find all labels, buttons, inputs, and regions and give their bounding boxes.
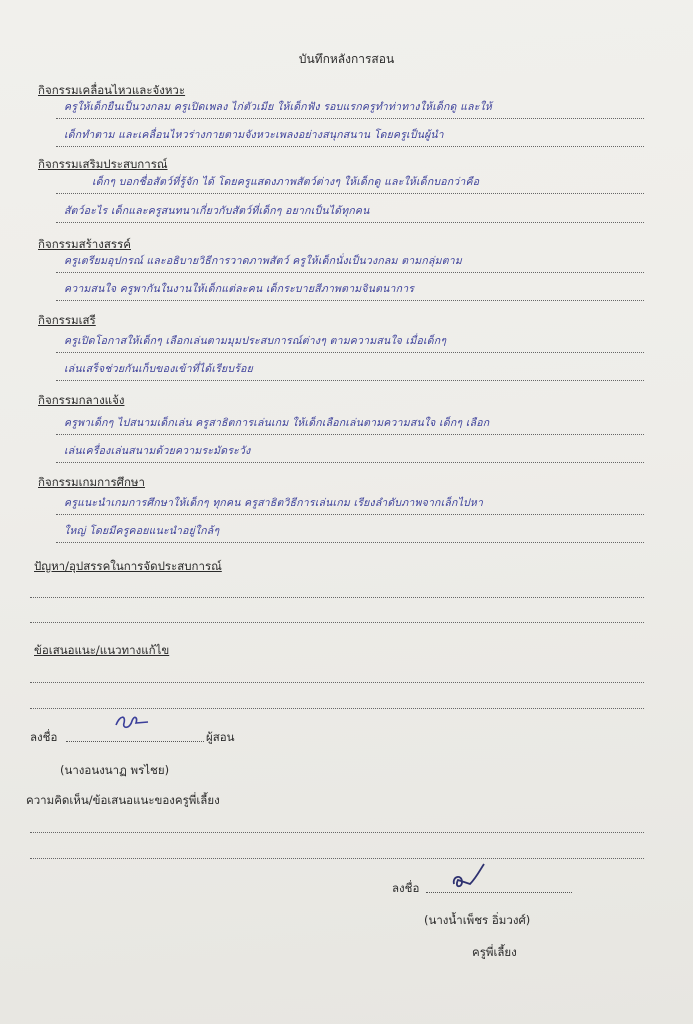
teacher-role: ผู้สอน — [206, 730, 235, 744]
page-title: บันทึกหลังการสอน — [298, 52, 395, 66]
handwritten-line: เล่นเครื่องเล่นสนามด้วยความระมัดระวัง — [64, 445, 251, 457]
section-heading-movement: กิจกรรมเคลื่อนไหวและจังหวะ — [38, 83, 186, 97]
dotted-rule — [56, 146, 644, 147]
handwritten-line: ครูแนะนำเกมการศึกษาให้เด็กๆ ทุกคน ครูสาธิตวิธีการเล่นเกม เรียงลำดับภาพจากเล็กไปหา — [64, 497, 484, 509]
problems-heading: ปัญหา/อุปสรรคในการจัดประสบการณ์ — [34, 559, 222, 573]
dotted-rule — [56, 300, 644, 301]
handwritten-line: ครูพาเด็กๆ ไปสนามเด็กเล่น ครูสาธิตการเล่นเกม ให้เด็กเลือกเล่นตามความสนใจ เด็กๆ เลือก — [64, 417, 490, 429]
handwritten-line: ใหญ่ โดยมีครูคอยแนะนำอยู่ใกล้ๆ — [64, 525, 220, 537]
dotted-rule — [30, 708, 644, 709]
dotted-rule — [56, 118, 644, 119]
handwritten-line: เด็กทำตาม และเคลื่อนไหวร่างกายตามจังหวะเพลงอย่างสนุกสนาน โดยครูเป็นผู้นำ — [64, 129, 444, 141]
dotted-rule — [56, 542, 644, 543]
dotted-rule — [30, 597, 644, 598]
section-heading-educational-games: กิจกรรมเกมการศึกษา — [38, 475, 145, 489]
sign-label: ลงชื่อ — [30, 730, 58, 744]
dotted-rule — [56, 272, 644, 273]
dotted-rule — [56, 380, 644, 381]
section-heading-experience: กิจกรรมเสริมประสบการณ์ — [38, 157, 168, 171]
suggestions-heading: ข้อเสนอแนะ/แนวทางแก้ไข — [34, 643, 170, 657]
dotted-rule — [56, 514, 644, 515]
dotted-rule — [56, 193, 644, 194]
section-heading-outdoor: กิจกรรมกลางแจ้ง — [38, 393, 125, 407]
handwritten-line: เล่นเสร็จช่วยกันเก็บของเข้าที่ได้เรียบร้อย — [64, 363, 253, 375]
dotted-rule — [30, 832, 644, 833]
handwritten-line: ความสนใจ ครูพากันในงานให้เด็กแต่ละคน เด็กระบายสีภาพตามจินตนาการ — [64, 283, 415, 295]
handwritten-line: เด็กๆ บอกชื่อสัตว์ที่รู้จัก ได้ โดยครูแสดงภาพสัตว์ต่างๆ ให้เด็กดู และให้เด็กบอกว่าคือ — [92, 176, 480, 188]
handwritten-line: สัตว์อะไร เด็กและครูสนทนาเกี่ยวกับสัตว์ที่เด็กๆ อยากเป็นได้ทุกคน — [64, 205, 370, 217]
mentor-role: ครูพี่เลี้ยง — [472, 945, 517, 959]
handwritten-line: ครูเปิดโอกาสให้เด็กๆ เลือกเล่นตามมุมประสบการณ์ต่างๆ ตามความสนใจ เมื่อเด็กๆ — [64, 335, 447, 347]
signature-line — [66, 741, 204, 742]
teacher-signature — [112, 711, 152, 733]
handwritten-line: ครูเตรียมอุปกรณ์ และอธิบายวิธีการวาดภาพสัตว์ ครูให้เด็กนั่งเป็นวงกลม ตามกลุ่มตาม — [64, 255, 462, 267]
dotted-rule — [56, 434, 644, 435]
teacher-name: (นางอนงนาฏ พรไชย) — [60, 763, 170, 777]
mentor-sign-label: ลงชื่อ — [392, 881, 420, 895]
dotted-rule — [56, 462, 644, 463]
handwritten-line: ครูให้เด็กยืนเป็นวงกลม ครูเปิดเพลง ไก่ตัวเมีย ให้เด็กฟัง รอบแรกครูทำท่าทางให้เด็กดู และให้ — [64, 101, 493, 113]
section-heading-free-play: กิจกรรมเสรี — [38, 313, 96, 327]
dotted-rule — [56, 222, 644, 223]
mentor-comment-label: ความคิดเห็น/ข้อเสนอแนะของครูพี่เลี้ยง — [26, 793, 220, 807]
dotted-rule — [30, 682, 644, 683]
mentor-signature — [448, 862, 488, 892]
mentor-signature-line — [426, 892, 572, 893]
dotted-rule — [30, 622, 644, 623]
dotted-rule — [56, 352, 644, 353]
dotted-rule — [30, 858, 644, 859]
mentor-name: (นางน้ำเพ็ชร อิ่มวงศ์) — [424, 913, 531, 927]
section-heading-creative: กิจกรรมสร้างสรรค์ — [38, 237, 131, 251]
